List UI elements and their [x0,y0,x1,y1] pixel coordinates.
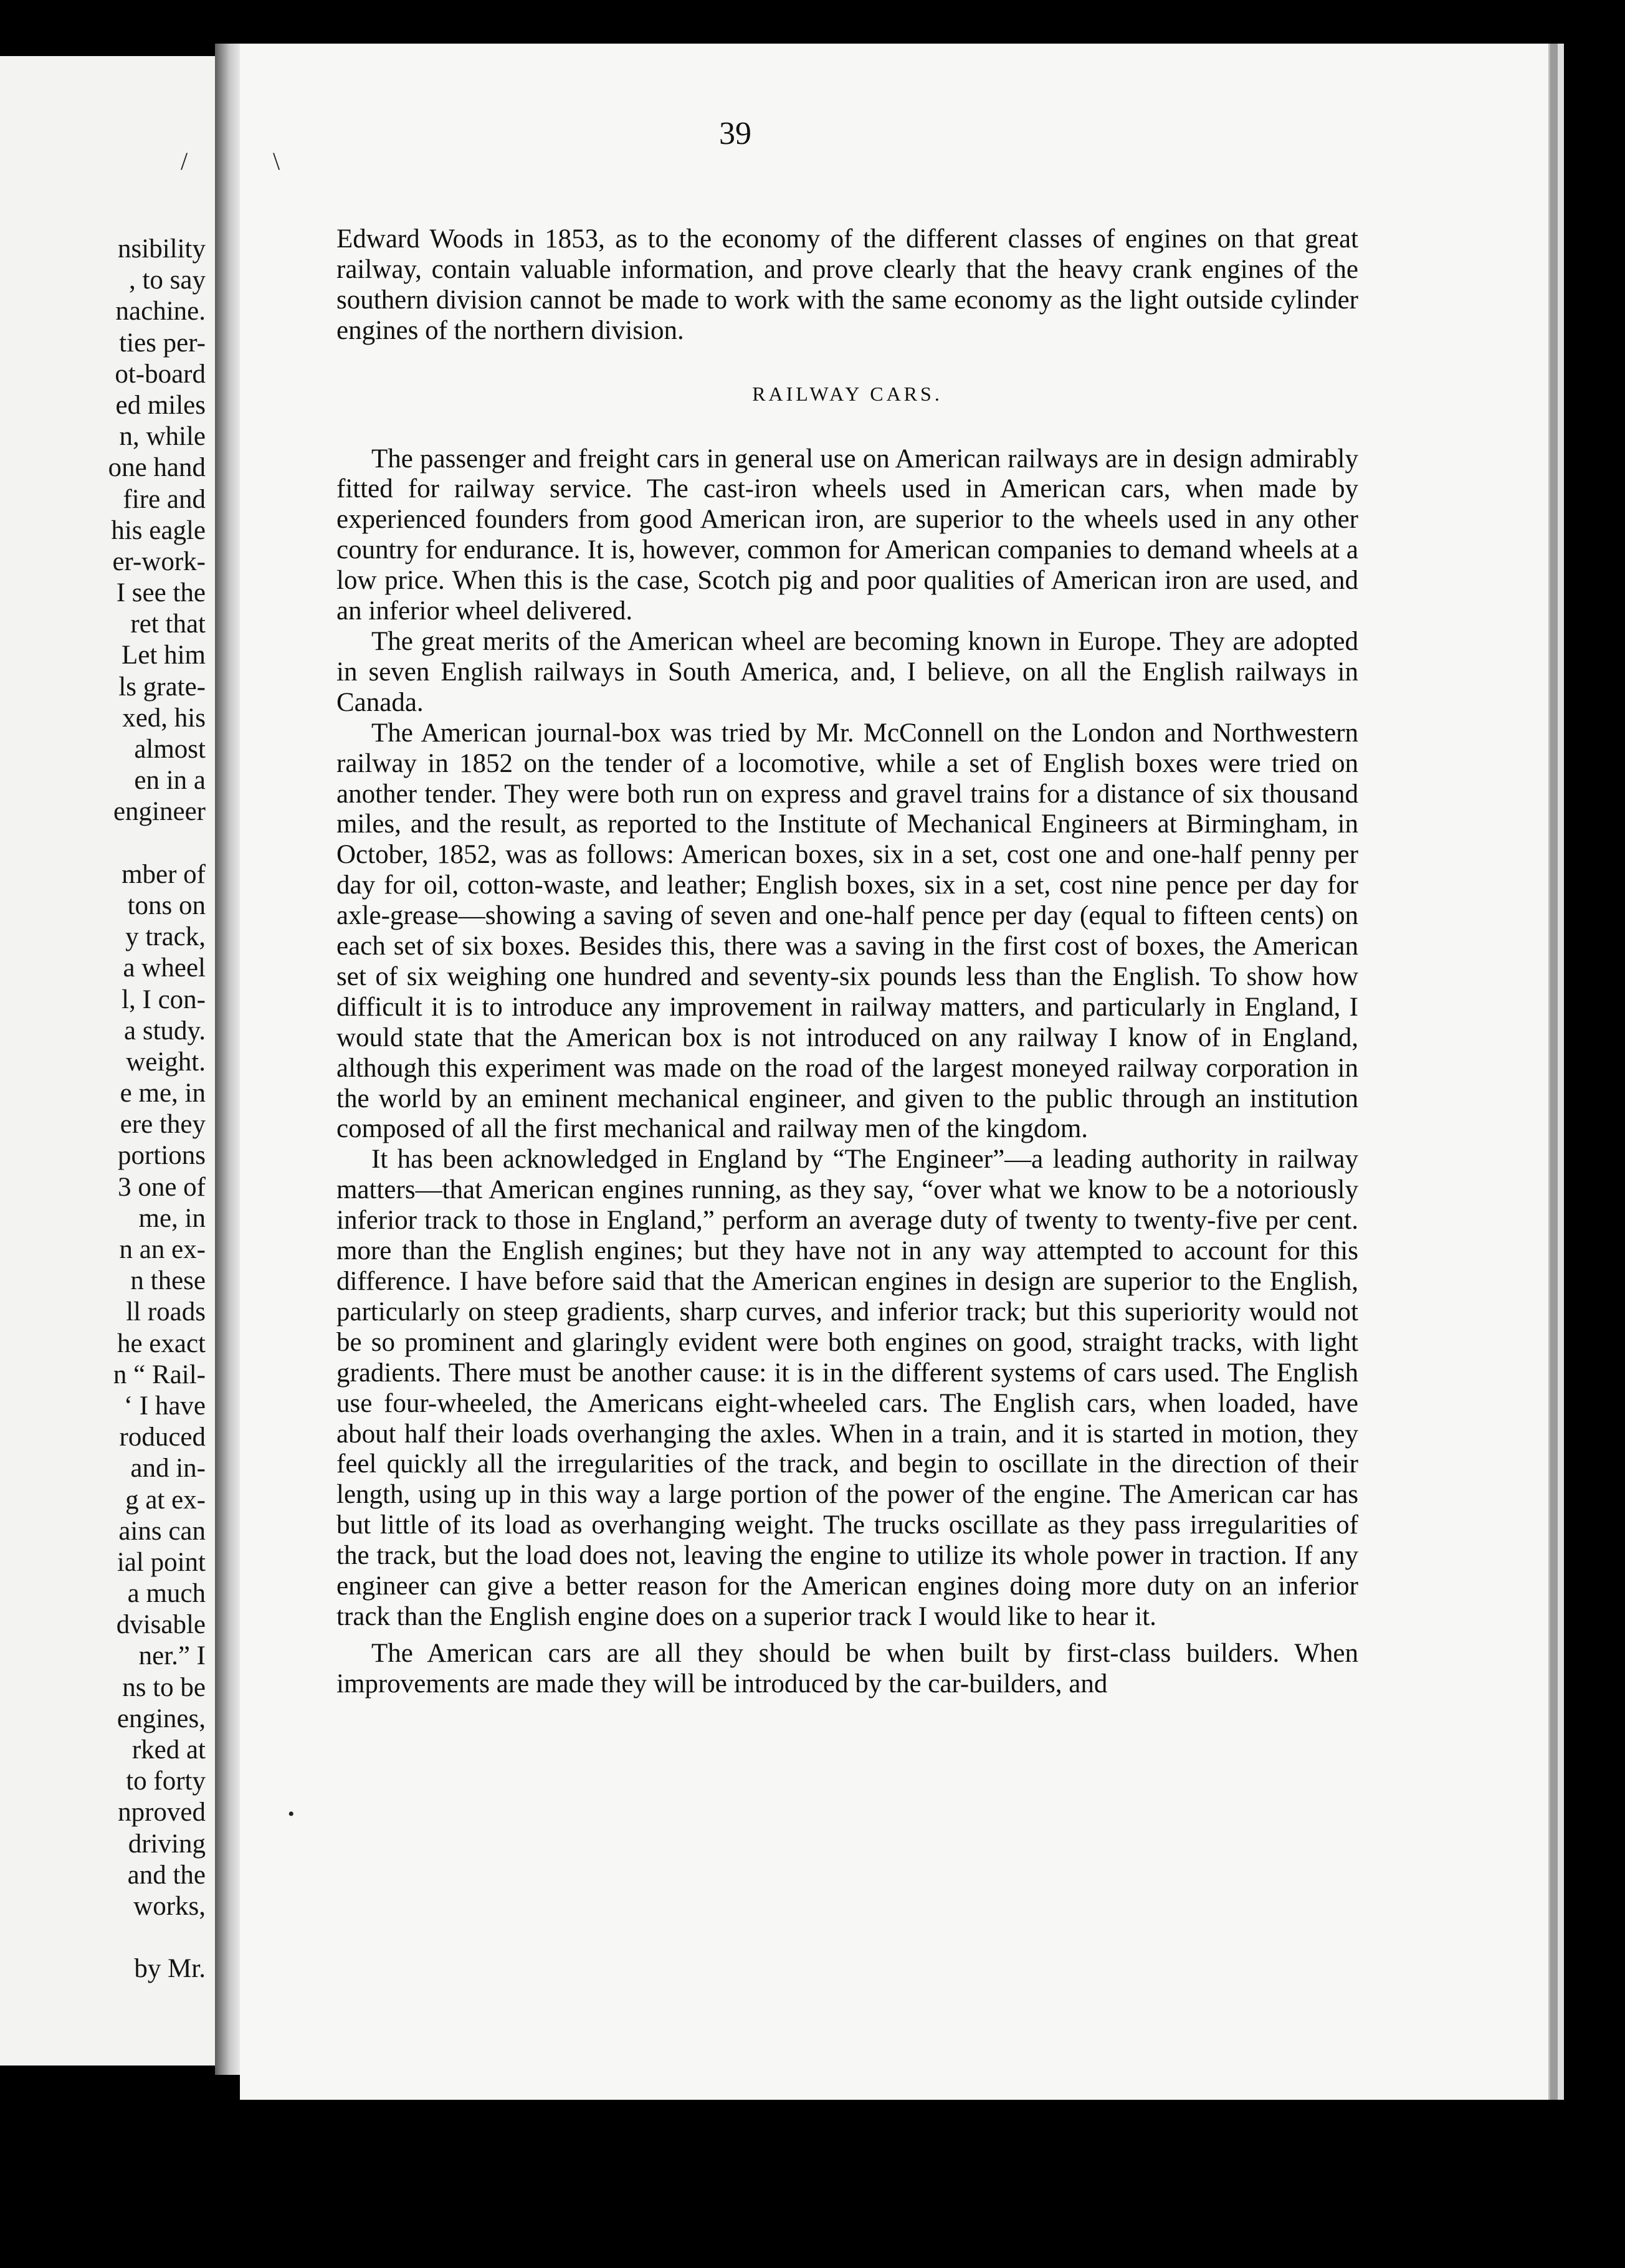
page-body [336,224,1358,1700]
paragraph: The great merits of the American wheel are becoming known in Europe. They are adopted in seven English railways in South America, and, I believe, on all the English railways in Canada. [336,626,1358,717]
left-page-line: tons on [127,890,206,920]
dot-mark: • [288,1804,295,1824]
left-page-line: er-work- [112,546,206,576]
left-page-text [0,234,206,1985]
left-page-line: and in- [130,1454,206,1484]
left-page-line: en in a [134,766,206,796]
left-page-line: nachine. [115,297,206,326]
paragraph: The passenger and freight cars in general use on American railways are in design admirably fitted for railway service. The cast-iron wheels used in American cars, when made by experienced founders from good American iron, are superior to the wheels used in any other country for endurance. It is, however, common for American companies to demand wheels at a low price. When this is the case, Scotch pig and poor qualities of American iron are used, and an inferior wheel delivered. [336,444,1358,626]
left-page-line [0,828,206,859]
left-page-line: me, in [138,1203,206,1233]
left-page-line: fire and [123,484,206,514]
left-page-line: by Mr. [134,1954,206,1984]
left-page-line: weight. [126,1047,206,1077]
page-number: 39 [719,116,751,151]
left-page-line: roduced [119,1422,206,1452]
left-page-line: he exact [117,1328,206,1358]
left-page-line: one hand [108,453,206,483]
left-page-line: , to say [128,265,206,295]
left-page-line: e me, in [120,1079,206,1108]
left-page-line: almost [134,735,206,764]
left-page-line: Let him [122,641,206,670]
left-page-line: ed miles [115,390,206,420]
pen-mark: \ [273,147,280,175]
left-page-line: nsibility [118,234,206,264]
left-page [0,56,217,2066]
left-page-line: and the [127,1860,206,1890]
left-page-line: dvisable [116,1610,206,1640]
left-page-line: ll roads [126,1297,206,1327]
left-page-line: ner.” I [138,1641,206,1671]
left-page-line: n these [130,1266,206,1296]
book-gutter [215,44,240,2075]
left-page-line: a much [127,1579,206,1609]
left-page-line: works, [133,1891,206,1921]
left-page-line: engineer [113,797,206,827]
left-page-line: ‘ I have [123,1391,206,1421]
pen-mark: / [181,147,188,175]
paragraph: It has been acknowledged in England by “The Engineer”—a leading authority in railway matters—that American engines running, as they say, “over what we know to be a notoriously inferior track to those in England,” perform an average duty of twenty to twenty-five per cent. more than the English engines; but they have not in any way attempted to account for this difference. I have before said that the American engines in design are superior to the English, particularly on steep gradients, sharp curves, and inferior track; but this superiority would not be so prominent and glaringly evident were both engines on good, straight tracks, with light gradients. There must be another cause: it is in the different systems of cars used. The English use four-wheeled, the Americans eight-wheeled cars. The English cars, when loaded, have about half their loads overhanging the axles. When in a train, and it is started in motion, they feel quickly all the irregularities of the track, and begin to oscillate in the direction of their length, using up in this way a large portion of the power of the engine. The American car has but little of its load as overhanging weight. The trucks oscillate as they pass irregularities of the track, but the load does not, leaving the engine to utilize its whole power in traction. If any engineer can give a better reason for the American engines doing more duty on an inferior track than the English engine does on a superior track I would like to hear it. [336,1145,1358,1631]
left-page-line: xed, his [122,703,206,733]
left-page-line: nproved [118,1798,206,1827]
left-page-line: ret that [130,609,206,639]
left-page-line: mber of [122,859,206,889]
left-page-line: rked at [131,1735,206,1765]
left-page-line: ains can [118,1516,206,1546]
left-page-line: g at ex- [125,1485,206,1515]
left-page-line: ls grate- [118,672,206,702]
left-page-line: ns to be [122,1672,206,1702]
left-page-line: I see the [116,578,206,608]
left-page-line: driving [128,1829,206,1859]
left-page-line: his eagle [111,515,206,545]
left-page-line: a study. [124,1016,206,1046]
left-page-line: l, I con- [122,984,206,1014]
left-page-line: a wheel [123,953,206,983]
left-page-line: n “ Rail- [113,1360,206,1389]
paragraph: The American journal-box was tried by Mr. McConnell on the London and Northwestern railway in 1852 on the tender of a locomotive, while a set of English boxes were tried on another tender. They were both run on express and gravel trains for a distance of six thousand miles, and the result, as reported to the Institute of Mechanical Engineers at Birmingham, in October, 1852, was as follows: American boxes, six in a set, cost one and one-half penny per day for oil, cotton-waste, and leather; English boxes, six in a set, cost nine pence per day for axle-grease—showing a saving of seven and one-half pence per day (equal to fifteen cents) on each set of six boxes. Besides this, there was a saving in the first cost of boxes, the American set of six weighing one hundred and seventy-six pounds less than the English. To show how difficult it is to introduce any improvement in railway matters, and particularly in England, I would state that the American box is not introduced on any railway I know of in England, although this experiment was made on the road of the largest moneyed railway corporation in the world by an eminent mechanical engineer, and given to the public through an institution composed of all the first mechanical and railway men of the kingdom. [336,718,1358,1144]
left-page-line [0,1922,206,1953]
left-page-line: ere they [120,1110,206,1140]
left-page-line: engines, [117,1703,206,1733]
left-page-line: ot-board [115,359,206,389]
left-page-line: 3 one of [118,1172,206,1202]
opening-paragraph: Edward Woods in 1853, as to the economy of the different classes of engines on that great railway, contain valuable information, and prove clearly that the heavy crank engines of the southern division cannot be made to work with the same economy as the light outside cylinder engines of the northern division. [336,224,1358,345]
left-page-line: portions [118,1141,206,1171]
left-page-line: to forty [126,1766,206,1796]
left-page-line: y track, [125,922,206,952]
paragraph: The American cars are all they should be when built by first-class builders. When improvements are made they will be introduced by the car-builders, and [336,1638,1358,1699]
left-page-line: ties per- [119,328,206,358]
left-page-line: n, while [119,422,206,452]
left-page-line: n an ex- [119,1235,206,1264]
left-page-line: ial point [117,1547,206,1577]
section-heading: RAILWAY CARS. [752,382,943,405]
